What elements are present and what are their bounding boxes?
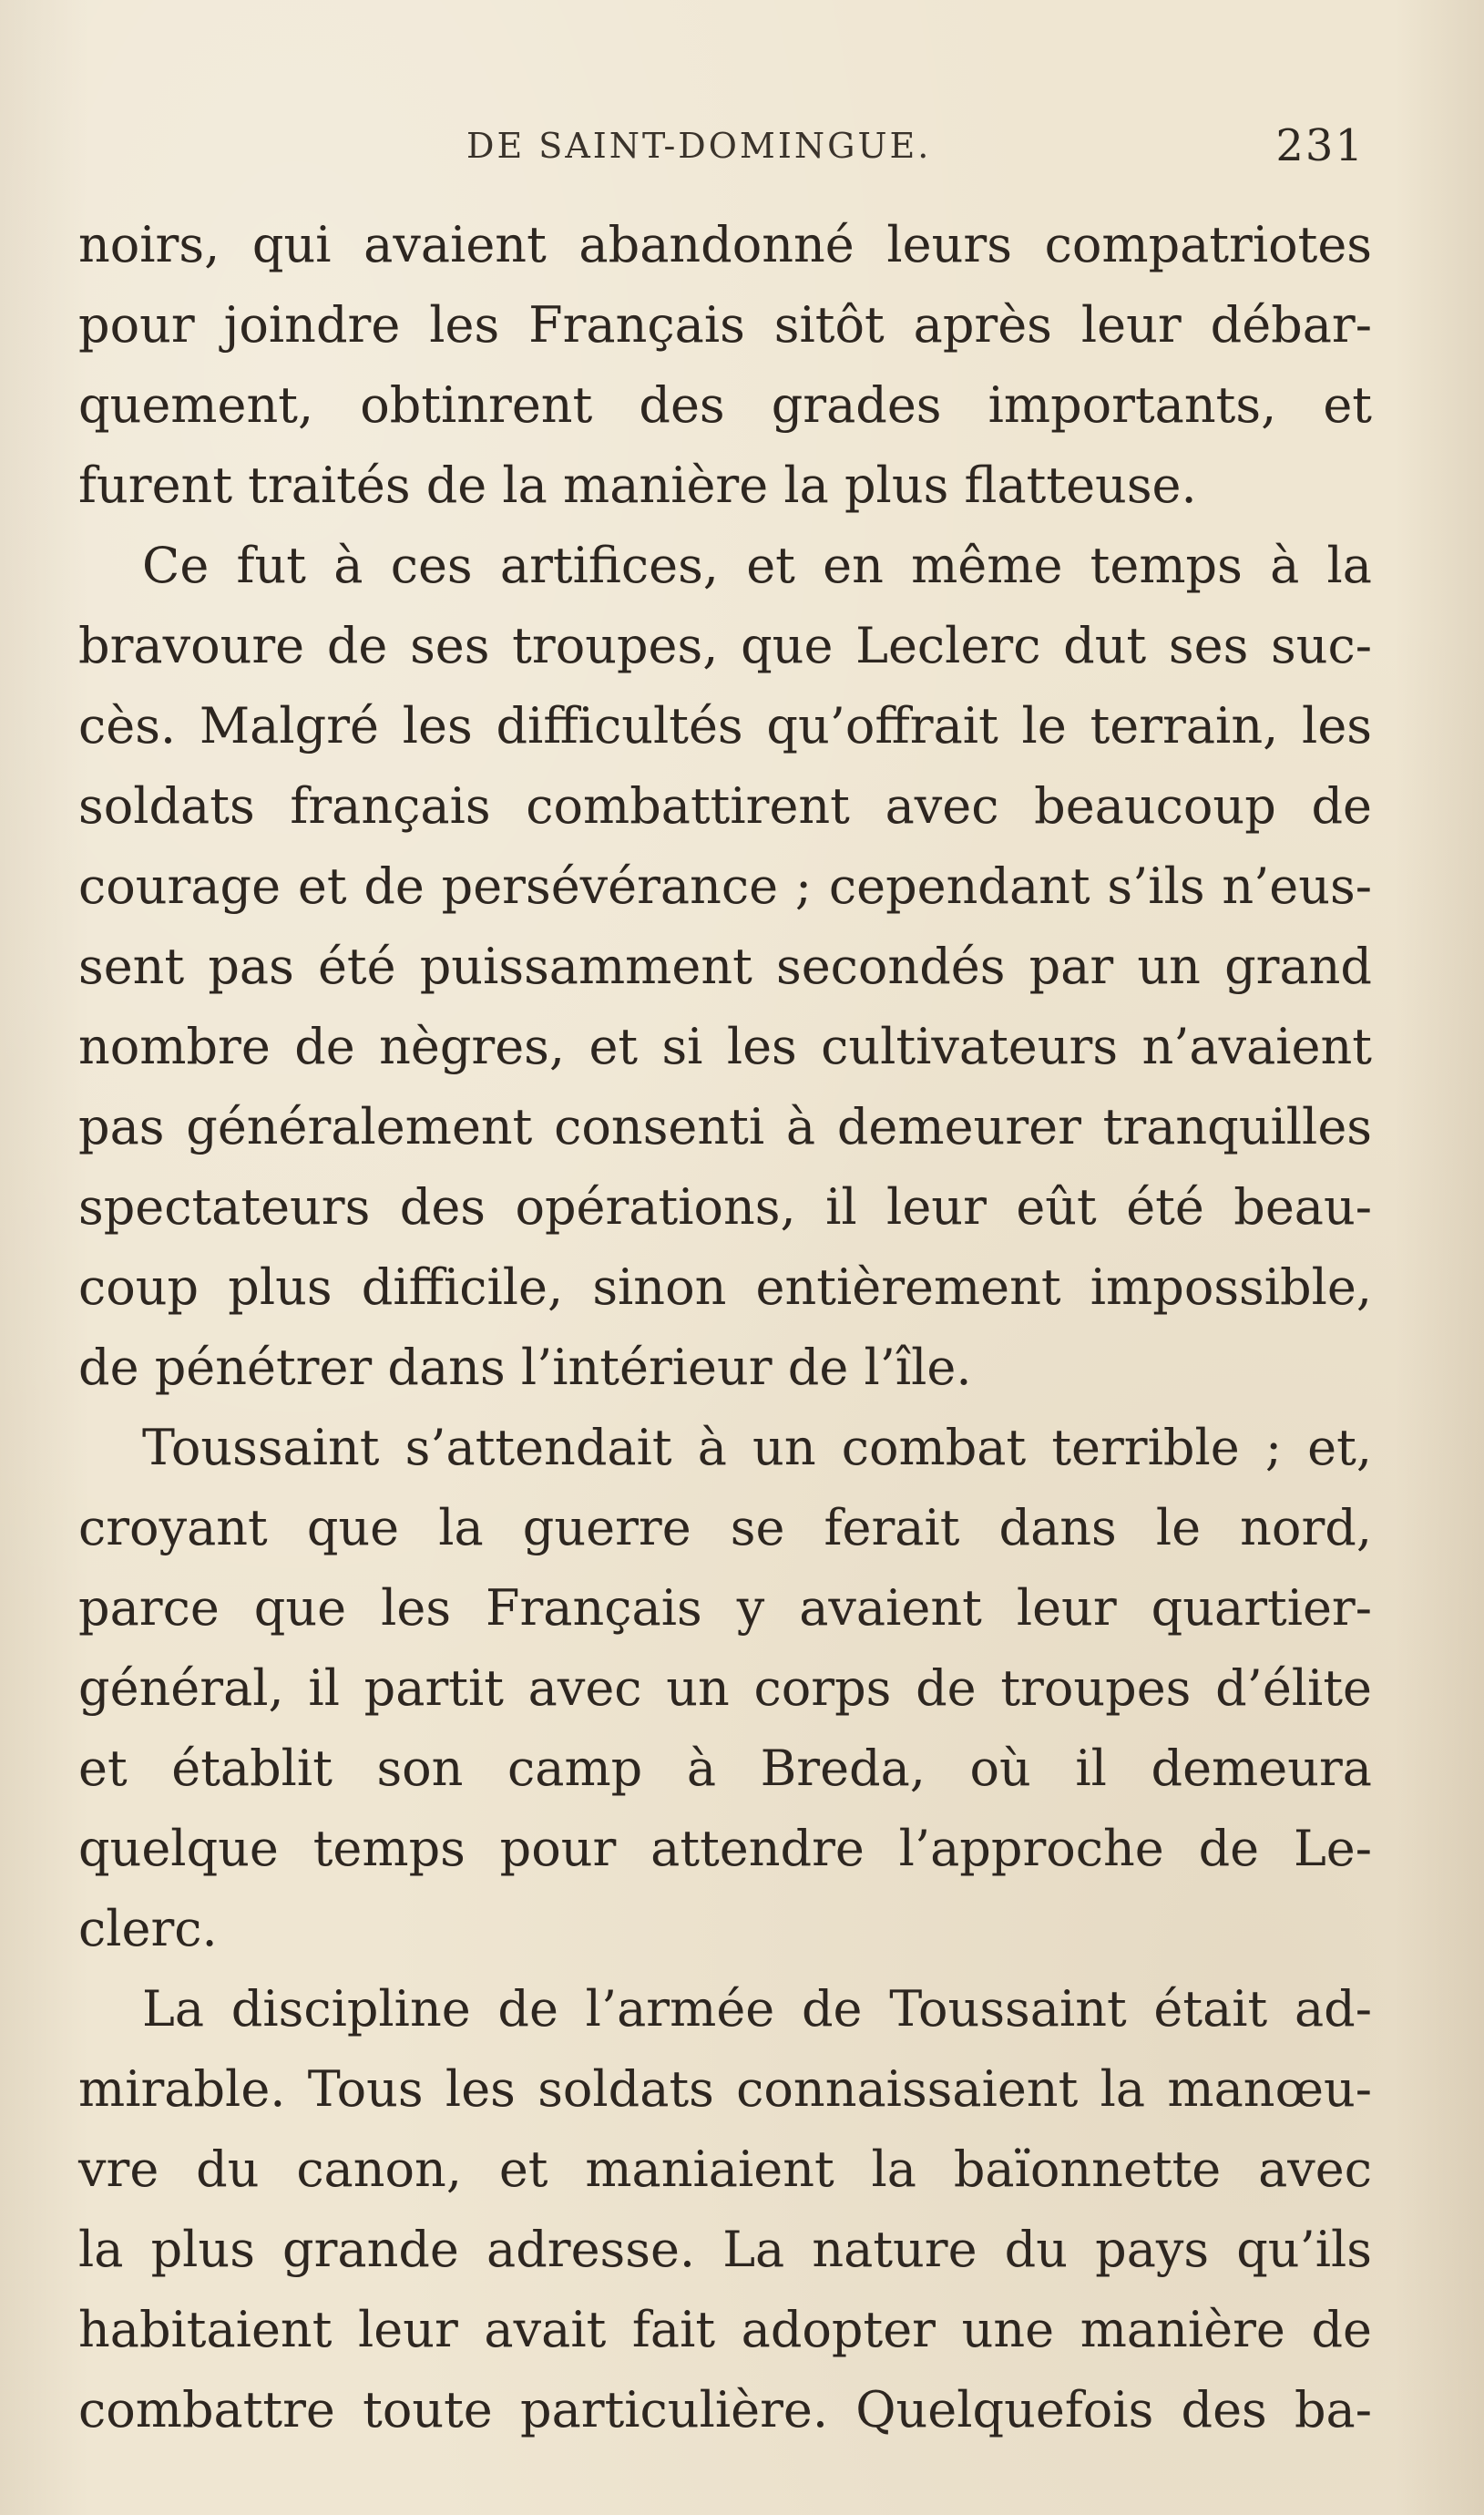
text-line: spectateurs des opérations, il leur eût été beau- bbox=[78, 1178, 1372, 1236]
running-head: DE SAINT-DOMINGUE. bbox=[466, 126, 932, 166]
text-line: combattre toute particulière. Quelquefois des ba- bbox=[78, 2381, 1372, 2438]
text-line: la plus grande adresse. La nature du pays qu’ils bbox=[78, 2221, 1372, 2278]
text-line: sent pas été puissamment secondés par un grand bbox=[78, 938, 1372, 995]
text-line: pour joindre les Français sitôt après leur débar- bbox=[78, 296, 1372, 354]
text-line: courage et de persévérance ; cependant s’ils n’eus- bbox=[78, 857, 1372, 915]
text-line: Toussaint s’attendait à un combat terrible ; et, bbox=[142, 1419, 1372, 1476]
text-line: Ce fut à ces artifices, et en même temps à la bbox=[142, 537, 1372, 594]
text-line: soldats français combattirent avec beaucoup de bbox=[78, 777, 1372, 835]
text-line: vre du canon, et maniaient la baïonnette avec bbox=[78, 2140, 1372, 2198]
text-line: parce que les Français y avaient leur quartier- bbox=[78, 1579, 1372, 1637]
text-line: général, il partit avec un corps de troupes d’élite bbox=[78, 1659, 1372, 1717]
text-line: croyant que la guerre se ferait dans le nord, bbox=[78, 1499, 1372, 1556]
text-line: cès. Malgré les difficultés qu’offrait le terrain, les bbox=[78, 697, 1372, 754]
text-line: et établit son camp à Breda, où il demeura bbox=[78, 1740, 1372, 1797]
text-line: pas généralement consenti à demeurer tranquilles bbox=[78, 1098, 1372, 1155]
text-line: bravoure de ses troupes, que Leclerc dut ses suc- bbox=[78, 617, 1372, 674]
text-line: clerc. bbox=[78, 1900, 218, 1957]
text-line: La discipline de l’armée de Toussaint était ad- bbox=[142, 1980, 1372, 2038]
text-line: noirs, qui avaient abandonné leurs compatriotes bbox=[78, 216, 1372, 273]
page-header bbox=[80, 120, 1365, 180]
body-text bbox=[78, 205, 1372, 2450]
text-line: habitaient leur avait fait adopter une manière de bbox=[78, 2301, 1372, 2358]
text-line: de pénétrer dans l’intérieur de l’île. bbox=[78, 1339, 972, 1396]
text-line: mirable. Tous les soldats connaissaient la manœu- bbox=[78, 2060, 1372, 2118]
page-number: 231 bbox=[1275, 120, 1365, 171]
text-line: quement, obtinrent des grades importants, et bbox=[78, 376, 1372, 434]
text-line: nombre de nègres, et si les cultivateurs n’avaient bbox=[78, 1018, 1372, 1075]
text-line: furent traités de la manière la plus flatteuse. bbox=[78, 457, 1197, 514]
text-line: quelque temps pour attendre l’approche de Le- bbox=[78, 1820, 1372, 1877]
text-line: coup plus difficile, sinon entièrement impossible, bbox=[78, 1258, 1372, 1316]
